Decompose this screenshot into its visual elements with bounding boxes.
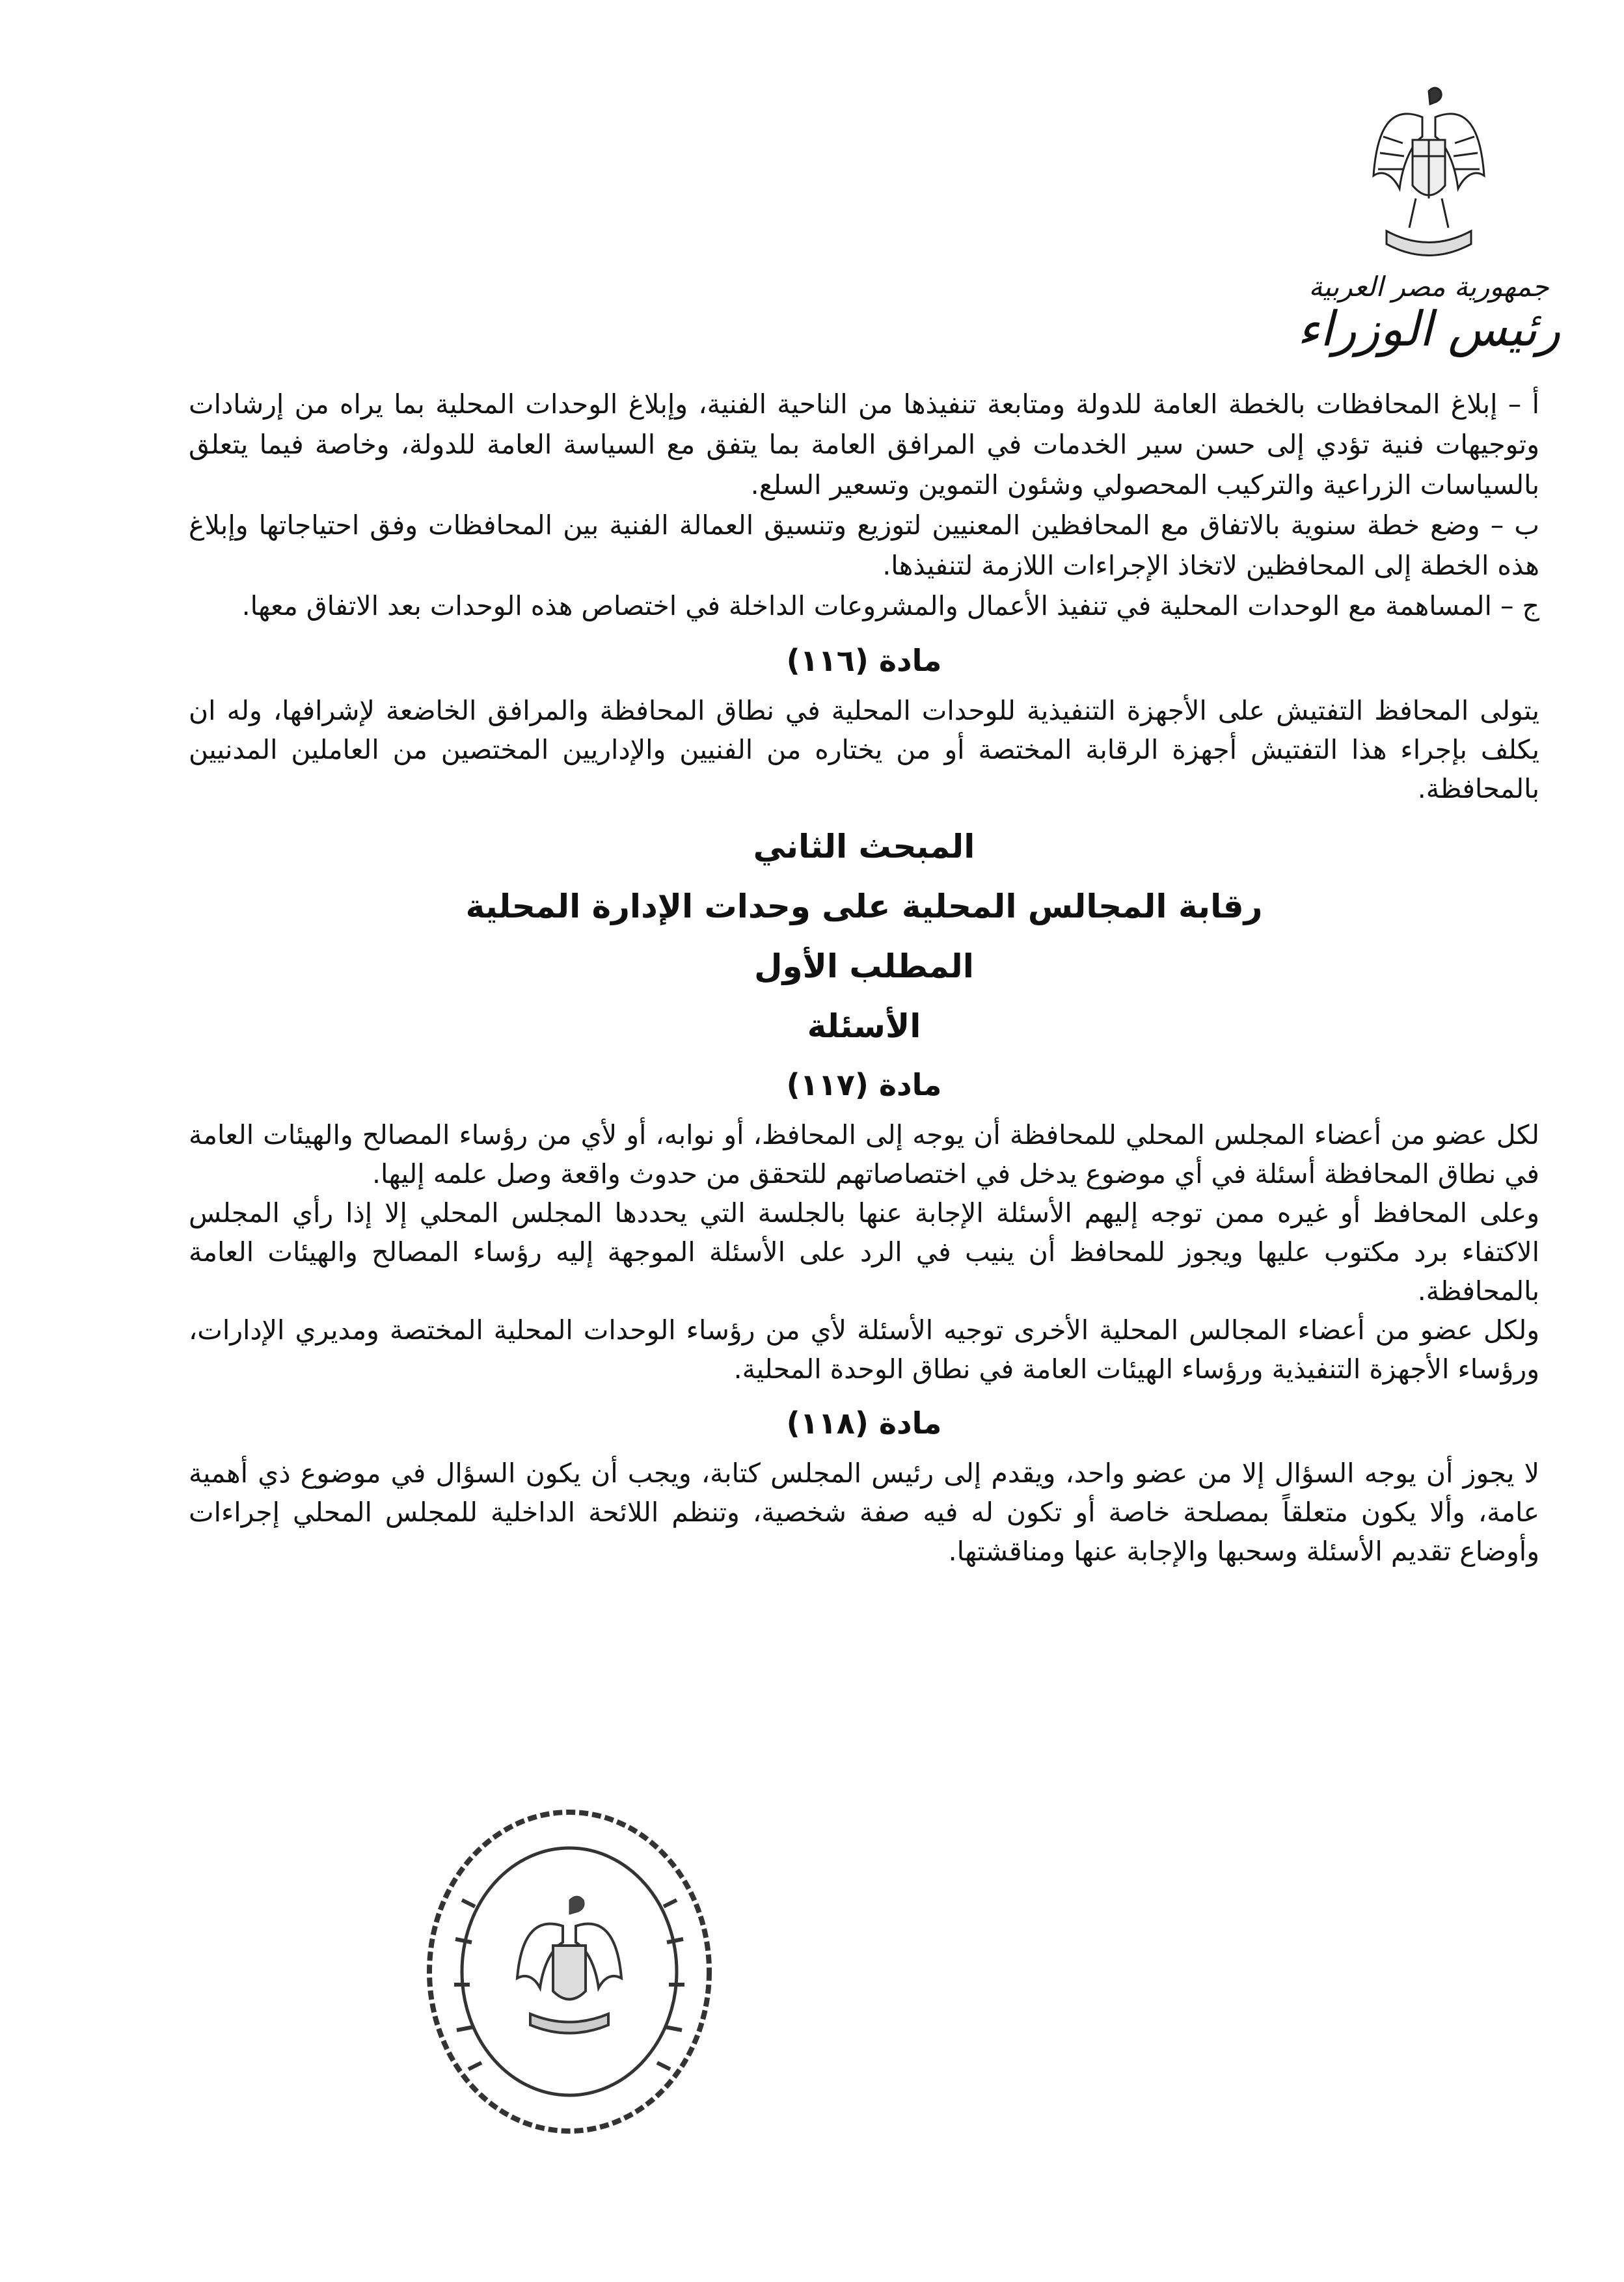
article-117-paragraph-1: لكل عضو من أعضاء المجلس المحلي للمحافظة أن يوجه إلى المحافظ، أو نوابه، أو لأي من رؤساء المصالح والهيئات العامة في نطاق المحافظة أسئلة في أي موضوع يدخل في اختصاصاتهم للتحقق من حدوث واقعة وصل علمه إليها. xyxy=(189,1119,1539,1189)
eagle-emblem-icon xyxy=(1364,78,1494,267)
official-seal-icon xyxy=(416,1802,722,2141)
topic-heading: الأسئلة xyxy=(807,1007,921,1045)
subsection-heading: المطلب الأول xyxy=(754,947,974,985)
clause-c xyxy=(189,586,1539,626)
article-118-title: مادة (١١٨) xyxy=(786,1406,942,1441)
office-title: رئيس الوزراء xyxy=(1297,301,1561,357)
article-117-title: مادة (١١٧) xyxy=(786,1067,942,1102)
article-116-text: يتولى المحافظ التفتيش على الأجهزة التنفيذية للوحدات المحلية في نطاق المحافظة والمرافق الخاضعة لإشرافها، وله ان يكلف بإجراء هذا التفتيش أجهزة الرقابة المختصة أو من يختاره من الفنيين والإداريين المختصين من العاملين المدنيين بالمحافظة. xyxy=(189,695,1539,804)
clause-text: المساهمة مع الوحدات المحلية في تنفيذ الأعمال والمشروعات الداخلة في اختصاص هذه الوحدات بعد الاتفاق معها. xyxy=(241,590,1492,621)
article-117-paragraph-2: وعلى المحافظ أو غيره ممن توجه إليهم الأسئلة الإجابة عنها بالجلسة التي يحددها المجلس المحلي إلا إذا رأي المجلس الاكتفاء برد مكتوب عليها ويجوز للمحافظ أن ينيب في الرد على الأسئلة الموجهة إليه رؤساء المصالح والهيئات العامة بالمحافظة. xyxy=(189,1197,1539,1307)
clause-text: وضع خطة سنوية بالاتفاق مع المحافظين المعنيين لتوزيع وتنسيق العمالة الفنية بين المحافظات وفق احتياجاتها وإبلاغ هذه الخطة إلى المحافظين لاتخاذ الإجراءات اللازمة لتنفيذها. xyxy=(189,509,1539,581)
clause-text: إبلاغ المحافظات بالخطة العامة للدولة ومتابعة تنفيذها من الناحية الفنية، وإبلاغ الوحدات المحلية بما يراه من إرشادات وتوجيهات فنية تؤدي إلى حسن سير الخدمات في المرافق العامة بما يتفق مع السياسة العامة للدولة، وخاصة فيما يتعلق بالسياسات الزراعية والتركيب المحصولي وشئون التموين وتسعير السلع. xyxy=(189,388,1539,500)
document-body xyxy=(189,384,1539,1571)
article-117-paragraph-3: ولكل عضو من أعضاء المجالس المحلية الأخرى توجيه الأسئلة لأي من رؤساء الوحدات المحلية المختصة ومديري الإدارات، ورؤساء الأجهزة التنفيذية ورؤساء الهيئات العامة في نطاق الوحدة المحلية. xyxy=(189,1314,1539,1385)
clause-letter: ج – xyxy=(1500,590,1539,621)
section-heading: المبحث الثاني xyxy=(753,828,975,865)
clause-letter: أ – xyxy=(1508,388,1539,420)
section-title: رقابة المجالس المحلية على وحدات الإدارة المحلية xyxy=(465,888,1263,925)
republic-title: جمهورية مصر العربية xyxy=(1308,271,1549,303)
clause-letter: ب – xyxy=(1490,509,1539,541)
clause-b xyxy=(189,505,1539,586)
article-118-text: لا يجوز أن يوجه السؤال إلا من عضو واحد، ويقدم إلى رئيس المجلس كتابة، ويجب أن يكون السؤال في موضوع ذي أهمية عامة، وألا يكون متعلقاً بمصلحة خاصة أو تكون له فيه صفة شخصية، وتنظم اللائحة الداخلية للمجلس المحلي إجراءات وأوضاع تقديم الأسئلة وسحبها والإجابة عنها ومناقشتها. xyxy=(189,1458,1539,1567)
clause-a xyxy=(189,384,1539,505)
article-116-title: مادة (١١٦) xyxy=(786,643,942,678)
letterhead xyxy=(1297,78,1561,390)
